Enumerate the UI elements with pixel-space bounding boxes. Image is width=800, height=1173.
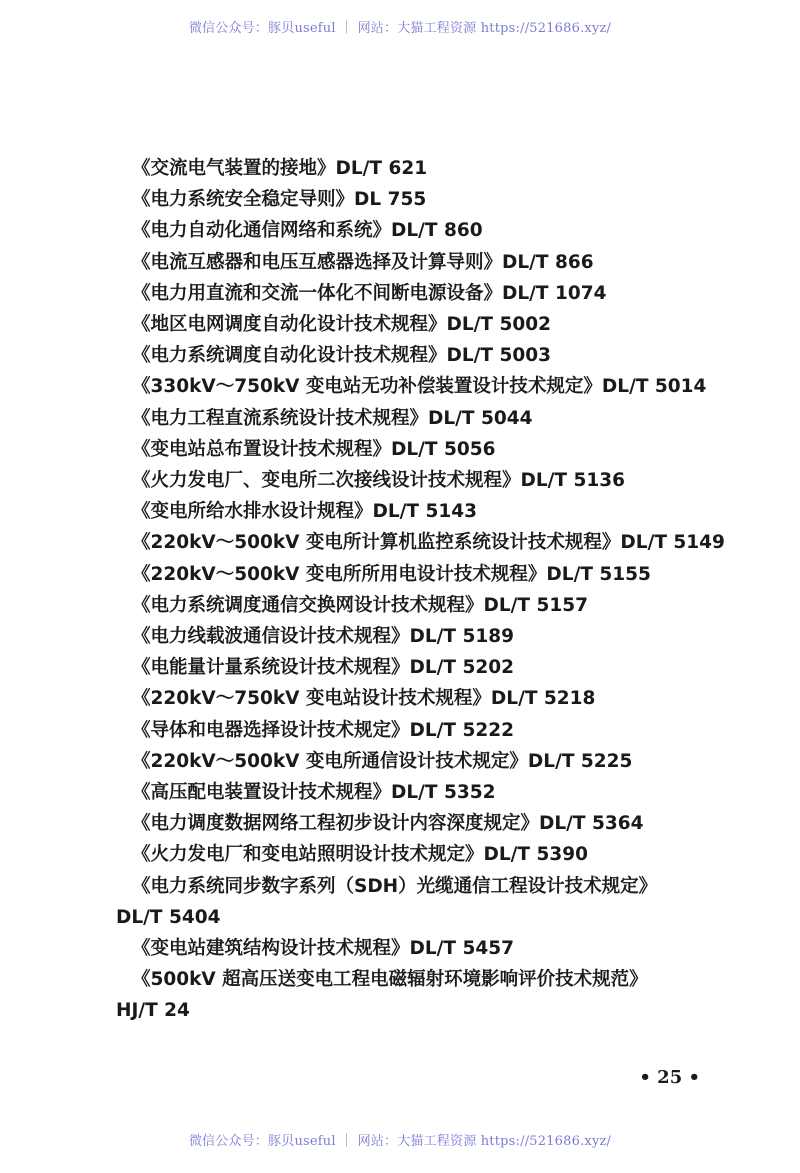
reference-item xyxy=(116,808,716,839)
reference-code: DL 755 xyxy=(354,189,427,211)
reference-item xyxy=(116,683,716,714)
watermark-bottom: 微信公众号：豚贝useful ｜ 网站：大猫工程资源 https://521686.xyz/ xyxy=(188,1134,612,1149)
reference-code: DL/T 1074 xyxy=(502,282,607,304)
reference-code: DL/T 5056 xyxy=(391,438,496,460)
reference-item xyxy=(116,621,716,652)
reference-title: 《电力系统安全稳定导则》 xyxy=(132,189,355,211)
reference-title: 《电力调度数据网络工程初步设计内容深度规定》 xyxy=(132,813,540,835)
watermark-top: 微信公众号：豚贝useful ｜ 网站：大猫工程资源 https://521686.xyz/ xyxy=(188,21,612,36)
reference-item xyxy=(116,403,716,434)
reference-code: DL/T 5457 xyxy=(409,938,514,960)
reference-code: DL/T 5044 xyxy=(428,407,533,429)
reference-title: 《交流电气装置的接地》 xyxy=(132,158,336,179)
reference-code: DL/T 5149 xyxy=(620,532,725,554)
reference-title: 《电力线载波通信设计技术规程》 xyxy=(132,626,410,648)
reference-item xyxy=(116,527,725,558)
reference-code: DL/T 5352 xyxy=(391,782,496,804)
reference-item xyxy=(116,871,716,933)
reference-item xyxy=(116,153,716,184)
reference-code: HJ/T 24 xyxy=(116,1000,190,1022)
reference-title: 《电力系统同步数字系列（SDH）光缆通信工程设计技术规定》 xyxy=(132,875,658,897)
reference-code: DL/T 5003 xyxy=(446,345,551,367)
reference-title: 《220kV～500kV 变电所通信设计技术规定》 xyxy=(132,750,528,772)
reference-title: 《电流互感器和电压互感器选择及计算导则》 xyxy=(132,251,503,273)
reference-code: DL/T 621 xyxy=(335,158,428,179)
reference-item xyxy=(116,184,716,215)
reference-title: 《变电站建筑结构设计技术规程》 xyxy=(132,938,410,960)
reference-title: 《火力发电厂、变电所二次接线设计技术规程》 xyxy=(132,470,521,492)
reference-item xyxy=(116,652,716,683)
reference-title: 《变电所给水排水设计规程》 xyxy=(132,501,373,523)
reference-title: 《变电站总布置设计技术规程》 xyxy=(132,438,392,460)
reference-code: DL/T 5222 xyxy=(409,719,514,741)
reference-title: 《330kV～750kV 变电站无功补偿装置设计技术规定》 xyxy=(132,376,602,398)
reference-code: DL/T 5143 xyxy=(372,501,477,523)
reference-item xyxy=(116,933,716,964)
reference-title: 《火力发电厂和变电站照明设计技术规定》 xyxy=(132,844,484,866)
reference-title: 《电力系统调度自动化设计技术规程》 xyxy=(132,345,447,367)
reference-item xyxy=(116,746,716,777)
page-number: • 25 • xyxy=(639,1067,700,1088)
reference-title: 《电力工程直流系统设计技术规程》 xyxy=(132,407,429,429)
reference-title: 《高压配电装置设计技术规程》 xyxy=(132,782,392,804)
reference-item xyxy=(116,964,716,1026)
reference-item xyxy=(116,340,716,371)
reference-item xyxy=(116,309,716,340)
reference-item xyxy=(116,215,716,246)
reference-code: DL/T 5189 xyxy=(409,626,514,648)
reference-code: DL/T 5225 xyxy=(527,750,633,772)
reference-title: 《220kV～750kV 变电站设计技术规程》 xyxy=(132,688,491,710)
reference-code: DL/T 5157 xyxy=(483,594,588,616)
reference-item xyxy=(116,247,716,278)
reference-code: DL/T 860 xyxy=(391,220,483,242)
reference-item xyxy=(116,559,716,590)
reference-item xyxy=(116,839,716,870)
reference-code: DL/T 5155 xyxy=(546,563,651,585)
reference-title: 《电能量计量系统设计技术规程》 xyxy=(132,657,410,679)
reference-code: DL/T 5364 xyxy=(539,813,644,835)
reference-title: 《地区电网调度自动化设计技术规程》 xyxy=(132,314,447,336)
reference-title: 《220kV～500kV 变电所计算机监控系统设计技术规程》 xyxy=(132,532,621,554)
reference-title: 《电力系统调度通信交换网设计技术规程》 xyxy=(132,594,484,616)
reference-item xyxy=(116,715,716,746)
reference-list xyxy=(116,153,725,1027)
reference-item xyxy=(116,496,716,527)
reference-title: 《220kV～500kV 变电所所用电设计技术规程》 xyxy=(132,563,547,585)
reference-item xyxy=(116,371,716,402)
reference-title: 《电力用直流和交流一体化不间断电源设备》 xyxy=(132,282,503,304)
reference-code: DL/T 5218 xyxy=(490,688,596,710)
reference-item xyxy=(116,777,716,808)
reference-item xyxy=(116,278,716,309)
reference-item xyxy=(116,465,716,496)
reference-code: DL/T 5014 xyxy=(601,376,707,398)
reference-code: DL/T 5136 xyxy=(520,470,625,492)
reference-code: DL/T 5002 xyxy=(446,314,551,336)
reference-code: DL/T 866 xyxy=(502,251,594,273)
reference-code: DL/T 5390 xyxy=(483,844,588,866)
reference-code: DL/T 5404 xyxy=(116,906,221,928)
reference-title: 《500kV 超高压送变电工程电磁辐射环境影响评价技术规范》 xyxy=(132,969,648,991)
reference-code: DL/T 5202 xyxy=(409,657,514,679)
reference-title: 《导体和电器选择设计技术规定》 xyxy=(132,719,410,741)
reference-title: 《电力自动化通信网络和系统》 xyxy=(132,220,392,242)
reference-item xyxy=(116,434,716,465)
reference-item xyxy=(116,590,716,621)
